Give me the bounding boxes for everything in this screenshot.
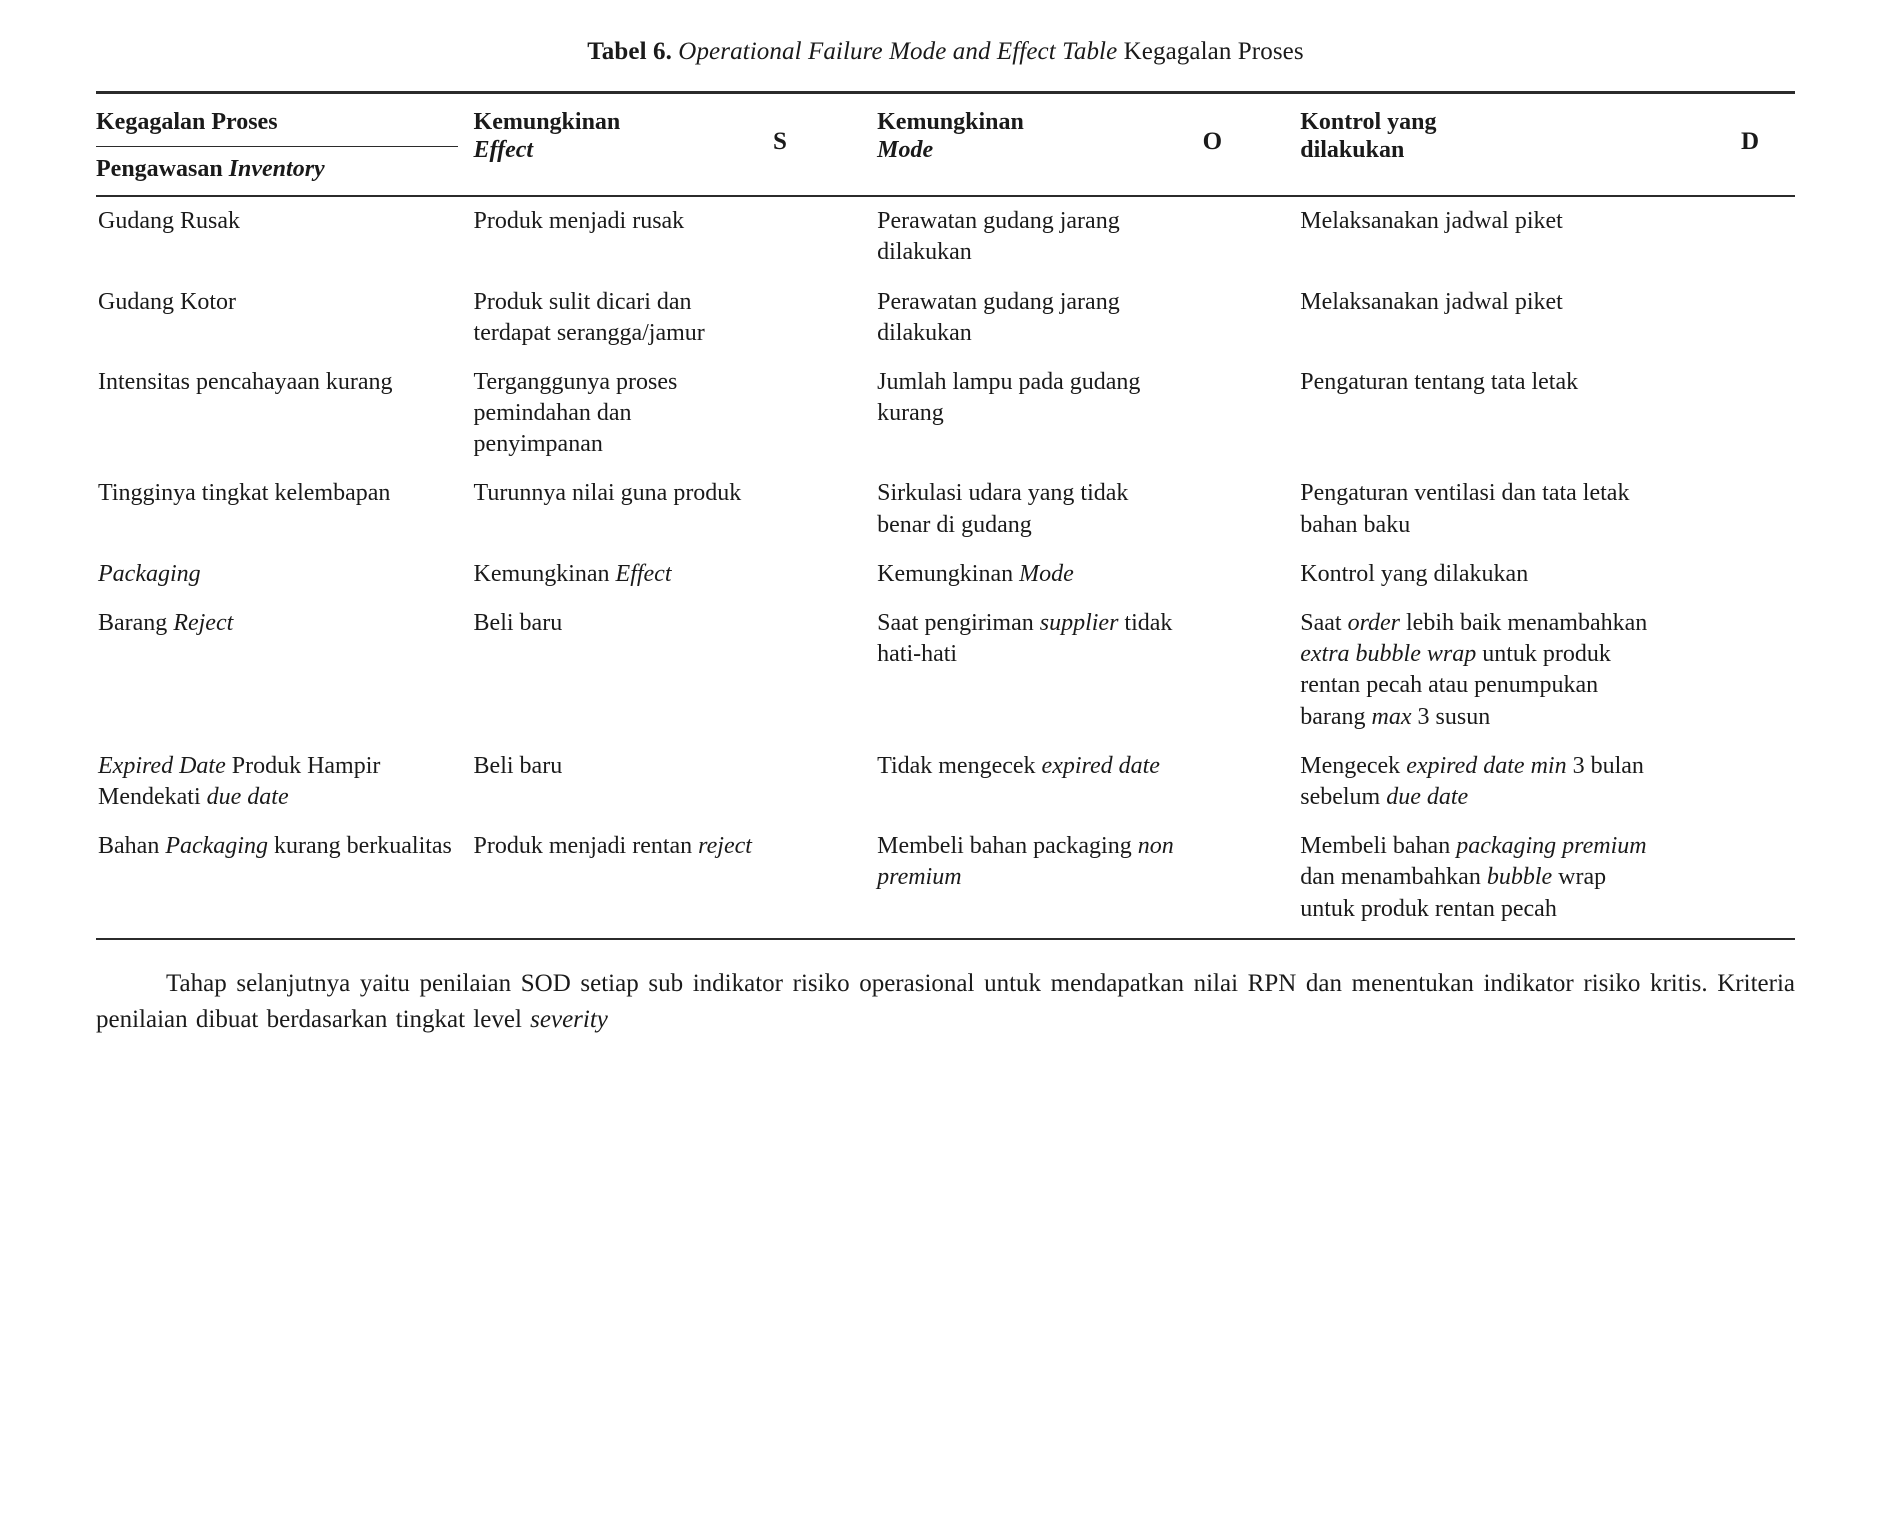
text-run: Produk Hampir Mendekati — [98, 752, 381, 810]
text-run: Intensitas pencahayaan kurang — [98, 368, 393, 395]
text-run: Mengecek — [1300, 752, 1407, 779]
text-run: Tidak mengecek — [877, 752, 1042, 779]
text-run: Perawatan gudang jarang dilakukan — [877, 208, 1120, 266]
table-header — [96, 92, 1795, 196]
text-run-italic: due date — [1386, 783, 1469, 810]
table-row — [96, 822, 1795, 934]
cell-severity — [773, 469, 877, 549]
table-row — [96, 550, 1795, 599]
cell-severity — [773, 822, 877, 934]
body-paragraph-line2a: RPN dan menentukan indikator risiko kritis. Kriteria penilaian dibuat berdasarkan tingkat level — [96, 969, 1795, 1033]
text-run: Produk menjadi rusak — [473, 208, 685, 235]
cell-kegagalan-proses — [96, 358, 474, 470]
table-row — [96, 358, 1795, 470]
text-run: Produk sulit dicari dan terdapat serangga/jamur — [473, 288, 705, 346]
header-cell-mode — [877, 92, 1202, 195]
table-row — [96, 469, 1795, 549]
header-effect-line2: Effect — [473, 136, 534, 163]
caption-tail: Kegagalan Proses — [1123, 38, 1304, 65]
body-paragraph — [96, 966, 1795, 1039]
text-run: 3 bulan sebelum — [1300, 752, 1644, 810]
header-effect-line1: Kemungkinan — [473, 108, 621, 135]
text-run: Beli baru — [473, 752, 563, 779]
cell-kontrol — [1300, 358, 1678, 470]
text-run-italic: non premium — [877, 833, 1174, 891]
cell-occurrence — [1203, 469, 1301, 549]
cell-occurrence — [1203, 278, 1301, 358]
table-bottom-rule — [96, 938, 1795, 940]
cell-kontrol — [1300, 550, 1678, 599]
cell-kontrol — [1300, 278, 1678, 358]
cell-kegagalan-proses — [96, 196, 474, 277]
cell-severity — [773, 358, 877, 470]
cell-kegagalan-proses — [96, 822, 474, 934]
text-run: Jumlah lampu pada gudang kurang — [877, 368, 1141, 427]
cell-kontrol — [1300, 469, 1678, 549]
table-caption — [96, 36, 1795, 69]
text-run: Melaksanakan jadwal piket — [1300, 288, 1563, 315]
text-run-italic: extra bubble wrap — [1300, 641, 1477, 668]
text-run: Barang — [98, 610, 174, 636]
page-bottom-clip — [0, 1506, 1891, 1516]
cell-severity — [773, 599, 877, 742]
text-run-italic: reject — [698, 833, 752, 860]
cell-kontrol — [1300, 742, 1678, 822]
text-run: Sirkulasi udara yang tidak benar di gudang — [877, 480, 1129, 538]
header-process-main: Kegagalan Proses — [96, 108, 278, 135]
text-run: 3 susun — [1411, 703, 1491, 730]
cell-kemungkinan-mode — [877, 358, 1202, 470]
text-run: untuk produk rentan pecah atau penumpukan barang — [1300, 641, 1611, 730]
header-cell-effect — [474, 92, 773, 195]
fmea-table — [96, 91, 1795, 934]
text-run: Pengaturan ventilasi dan tata letak bahan baku — [1300, 480, 1630, 538]
header-mode-line1: Kemungkinan — [877, 108, 1024, 135]
header-effect — [474, 94, 773, 175]
cell-kontrol — [1300, 196, 1678, 277]
header-occurrence: O — [1202, 127, 1223, 155]
table-header-row — [96, 92, 1795, 195]
text-run: Bahan — [98, 833, 166, 860]
cell-kemungkinan-mode — [877, 469, 1202, 549]
header-mode — [877, 94, 1202, 175]
text-run: Gudang Rusak — [98, 208, 240, 235]
cell-severity — [773, 278, 877, 358]
text-run-italic: expired date — [1041, 752, 1160, 779]
text-run-italic: Expired Date — [98, 752, 226, 779]
header-cell-s — [773, 92, 877, 195]
table-row — [96, 278, 1795, 358]
caption-italic: Operational Failure Mode and Effect Table — [678, 38, 1118, 65]
cell-detection — [1678, 550, 1795, 599]
text-run-italic: supplier — [1039, 610, 1119, 636]
text-run: Beli baru — [473, 610, 563, 636]
cell-kemungkinan-mode — [877, 550, 1202, 599]
text-run: wrap untuk produk rentan pecah — [1300, 864, 1607, 922]
text-run-italic: Packaging — [98, 560, 201, 587]
text-run-italic: expired date min — [1406, 752, 1567, 779]
cell-occurrence — [1203, 358, 1301, 470]
table-row — [96, 196, 1795, 277]
text-run: Pengaturan tentang tata letak — [1300, 368, 1579, 395]
header-process-sub-plain: Pengawasan — [96, 155, 229, 182]
cell-kemungkinan-effect — [474, 469, 773, 549]
text-run-italic: Mode — [1019, 560, 1074, 587]
cell-kemungkinan-mode — [877, 599, 1202, 742]
cell-occurrence — [1203, 599, 1301, 742]
body-paragraph-italic: severity — [530, 1005, 608, 1033]
cell-detection — [1678, 742, 1795, 822]
cell-kemungkinan-mode — [877, 278, 1202, 358]
cell-kegagalan-proses — [96, 742, 474, 822]
cell-kemungkinan-effect — [474, 550, 773, 599]
table-body — [96, 196, 1795, 934]
header-cell-d — [1678, 92, 1795, 195]
text-run: Terganggunya proses pemindahan dan penyimpanan — [473, 368, 678, 458]
text-run: Turunnya nilai guna produk — [473, 480, 742, 507]
cell-occurrence — [1203, 196, 1301, 277]
header-cell-control — [1300, 92, 1678, 195]
cell-kontrol — [1300, 599, 1678, 742]
text-run: Kemungkinan — [473, 560, 616, 587]
body-paragraph-line1: Tahap selanjutnya yaitu penilaian SOD setiap sub indikator risiko operasional untuk mendapatkan nilai — [166, 969, 1239, 997]
header-cell-o — [1203, 92, 1301, 195]
text-run: Perawatan gudang jarang dilakukan — [877, 288, 1120, 346]
cell-kemungkinan-mode — [877, 742, 1202, 822]
cell-kemungkinan-effect — [474, 822, 773, 934]
cell-kegagalan-proses — [96, 550, 474, 599]
text-run: Membeli bahan — [1300, 833, 1457, 860]
text-run: tidak hati-hati — [877, 610, 1173, 668]
header-control — [1300, 94, 1678, 175]
cell-detection — [1678, 278, 1795, 358]
cell-occurrence — [1203, 822, 1301, 934]
cell-detection — [1678, 599, 1795, 742]
table-row — [96, 742, 1795, 822]
text-run-italic: packaging premium — [1456, 833, 1647, 860]
cell-kemungkinan-effect — [474, 278, 773, 358]
text-run: Kemungkinan — [877, 560, 1020, 587]
text-run-italic: due date — [206, 783, 289, 810]
text-run: Gudang Kotor — [98, 288, 236, 315]
cell-kegagalan-proses — [96, 599, 474, 742]
cell-severity — [773, 196, 877, 277]
header-control-line2: dilakukan — [1300, 136, 1405, 163]
caption-label: Tabel 6. — [587, 38, 672, 65]
text-run-italic: Packaging — [165, 833, 268, 860]
cell-kontrol — [1300, 822, 1678, 934]
cell-detection — [1678, 196, 1795, 277]
cell-kemungkinan-effect — [474, 599, 773, 742]
header-detection: D — [1740, 127, 1759, 155]
cell-kemungkinan-mode — [877, 196, 1202, 277]
cell-kemungkinan-effect — [474, 742, 773, 822]
header-severity: S — [772, 127, 787, 155]
text-run: lebih baik menambahkan — [1400, 610, 1648, 636]
cell-occurrence — [1203, 550, 1301, 599]
cell-severity — [773, 742, 877, 822]
header-mode-line2: Mode — [877, 136, 934, 163]
text-run: Saat — [1300, 610, 1348, 636]
text-run-italic: bubble — [1486, 864, 1553, 891]
header-process-sub — [96, 147, 474, 195]
text-run: Melaksanakan jadwal piket — [1300, 208, 1563, 235]
text-run: Produk menjadi rentan — [473, 833, 699, 860]
text-run: Kontrol yang dilakukan — [1300, 560, 1529, 587]
text-run-italic: Effect — [615, 560, 672, 587]
text-run: Membeli bahan packaging — [877, 833, 1138, 860]
cell-detection — [1678, 822, 1795, 934]
header-control-line1: Kontrol yang — [1300, 108, 1437, 135]
header-process-sub-italic: Inventory — [228, 155, 325, 182]
cell-detection — [1678, 358, 1795, 470]
text-run: Saat pengiriman — [877, 610, 1040, 636]
table-row — [96, 599, 1795, 742]
text-run-italic: Reject — [173, 610, 234, 636]
text-run: dan menambahkan — [1300, 864, 1487, 891]
cell-kemungkinan-effect — [474, 358, 773, 470]
cell-kemungkinan-effect — [474, 196, 773, 277]
cell-detection — [1678, 469, 1795, 549]
cell-occurrence — [1203, 742, 1301, 822]
cell-kemungkinan-mode — [877, 822, 1202, 934]
cell-severity — [773, 550, 877, 599]
cell-kegagalan-proses — [96, 469, 474, 549]
text-run: Tingginya tingkat kelembapan — [98, 480, 391, 507]
text-run-italic: max — [1371, 703, 1412, 730]
text-run-italic: order — [1347, 610, 1401, 636]
cell-kegagalan-proses — [96, 278, 474, 358]
header-cell-process — [96, 92, 474, 195]
text-run: kurang berkualitas — [267, 833, 452, 860]
